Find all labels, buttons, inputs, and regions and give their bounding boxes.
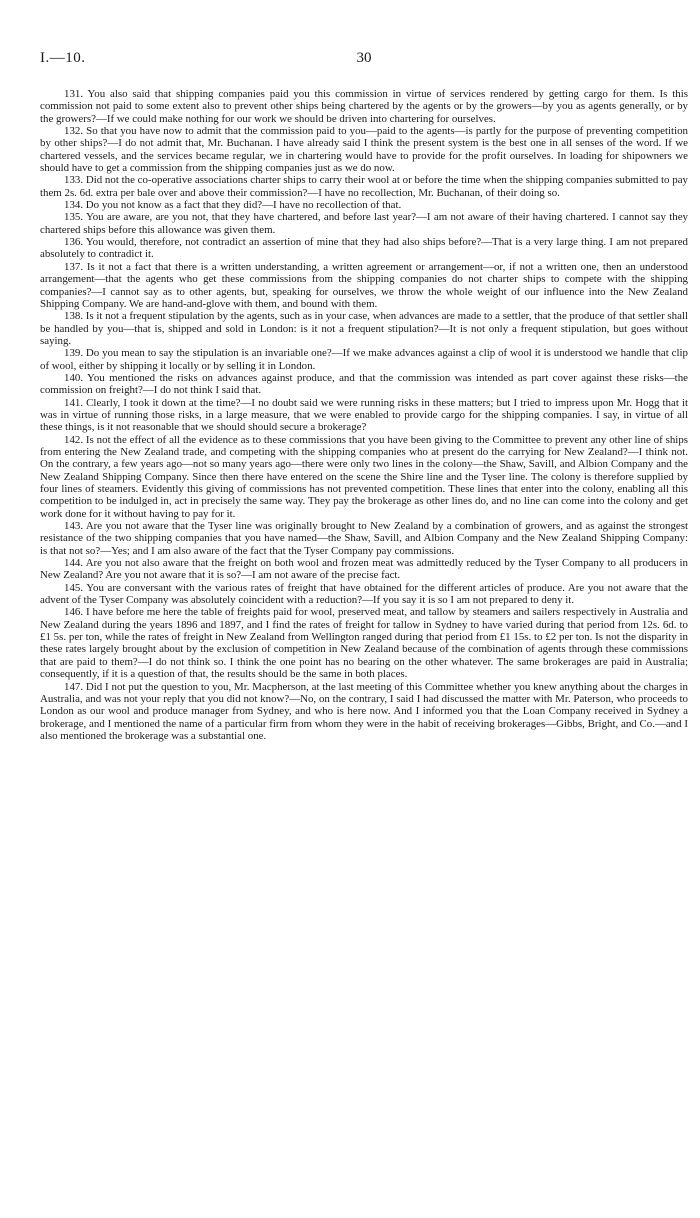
paragraph-145: 145. You are conversant with the various rates of freight that have obtained for the different articles of produce. Are you not aware that the advent of the Tyser Company was absolutely coincident with a reduction?—If you say it is so I am not prepared to deny it. (40, 581, 688, 607)
paragraph-142: 142. Is not the effect of all the evidence as to these commissions that you have been giving to the Committee to prevent any other line of ships from entering the New Zealand trade, and competing with the shipping companies who at present do the carrying for New Zealand?—I think not. On the contrary, a few years ago—not so many years ago—there were only two lines in the colony—the Shaw, Savill, and Albion Company and the New Zealand Shipping Company. Since then there have entered on the scene the Shire line and the Tyser line. The colony is therefore supplied by four lines of steamers. Evidently this giving of commissions has not prevented competition. These lines that enter into the colony, enabling all this competition to be indulged in, act in precisely the same way. They pay the brokerage as other lines do, and no line can come into the colony and get work done for it without having to pay for it. (40, 433, 688, 520)
paragraph-137: 137. Is it not a fact that there is a written understanding, a written agreement or arrangement—or, if not a written one, then an understood arrangement—that the agents who get these commissions from the shipping companies do not charter ships to compete with the shipping companies?—I cannot say as to other agents, but, speaking for ourselves, we throw the whole weight of our influence into the New Zealand Shipping Company. We are hand-and-glove with them, and bound with them. (40, 260, 688, 310)
paragraph-147: 147. Did I not put the question to you, Mr. Macpherson, at the last meeting of this Committee whether you knew anything about the charges in Australia, and was not your reply that you did not know?—No, on the contrary, I said I had discussed the matter with Mr. Paterson, who proceeds to London as our wool and produce manager from Sydney, and who is here now. And I informed you that the Loan Company received in Sydney a brokerage, and I mentioned the name of a particular firm from whom they were in the habit of receiving brokerages—Gibbs, Bright, and Co.—and I also mentioned the brokerage was a substantial one. (40, 680, 688, 742)
paragraph-146: 146. I have before me here the table of freights paid for wool, preserved meat, and tallow by steamers and sailers respectively in Australia and New Zealand during the years 1896 and 1897, and I find the rates of freight for tallow in Sydney to have varied during that period from 12s. 6d. to £1 5s. per ton, while the rates of freight in New Zealand from Wellington ranged during that period from £1 15s. to £2 per ton. Is not the disparity in these rates largely brought about by the exclusion of competition in New Zealand because of the combination of agents through these commissions that are paid to them?—I do not think so. I think the one point has no bearing on the other whatever. The same brokerages are paid in Australia; consequently, if it is a question of that, the results should be the same in both places. (40, 606, 688, 681)
paragraph-140: 140. You mentioned the risks on advances against produce, and that the commission was intended as part cover against these risks—the commission on freight?—I do not think I said that. (40, 371, 688, 397)
paragraph-138: 138. Is it not a frequent stipulation by the agents, such as in your case, when advances are made to a settler, that the produce of that settler shall be handled by you—that is, shipped and sold in London: is it not a frequent stipulation?—It is not only a frequent stipulation, but goes without saying. (40, 310, 688, 347)
document-reference: I.—10. (40, 50, 86, 66)
paragraph-144: 144. Are you not also aware that the freight on both wool and frozen meat was admittedly reduced by the Tyser Company to all producers in New Zealand? Are you not aware that it is so?—I am not aware of the precise fact. (40, 557, 688, 582)
paragraph-136: 136. You would, therefore, not contradict an assertion of mine that they had also ships before?—That is a very large thing. I am not prepared absolutely to contradict it. (40, 236, 688, 261)
page-number: 30 (356, 50, 372, 66)
document-body (40, 88, 688, 742)
page-header (40, 50, 688, 72)
paragraph-143: 143. Are you not aware that the Tyser line was originally brought to New Zealand by a combination of growers, and as against the strongest resistance of the two shipping companies that you have named—the Shaw, Savill, and Albion Company and the New Zealand Shipping Company: is that not so?—Yes; and I am also aware of the fact that the Tyser Company pay commissions. (40, 520, 688, 557)
paragraph-139: 139. Do you mean to say the stipulation is an invariable one?—If we make advances against a clip of wool it is understood we handle that clip of wool, either by shipping it locally or by selling it in London. (40, 347, 688, 372)
paragraph-134: 134. Do you not know as a fact that they did?—I have no recollection of that. (64, 199, 402, 212)
paragraph-132: 132. So that you have now to admit that the commission paid to you—paid to the agents—is partly for the purpose of preventing competition by other ships?—I do not admit that, Mr. Buchanan. I have already said I think the present system is the best one in all senses of the word. If we chartered vessels, and the services became regular, we in chartering would have to provide for the profit ourselves. In loading for shipowners we should have to get a commission from the shipping companies just as we do now. (40, 125, 688, 175)
paragraph-131: 131. You also said that shipping companies paid you this commission in virtue of services rendered by getting cargo for them. Is this commission not paid to some extent also to prevent other ships being chartered by the agents or by the growers—by you as agents generally, or by the growers?—If we could make nothing for our work we should be driven into chartering for ourselves. (40, 88, 688, 125)
paragraph-135: 135. You are aware, are you not, that they have chartered, and before last year?—I am not aware of their having chartered. I cannot say they chartered ships before this allowance was given them. (40, 211, 688, 236)
paragraph-133: 133. Did not the co-operative associations charter ships to carry their wool at or before the time when the shipping companies submitted to pay them 2s. 6d. extra per bale over and above their commission?—I have no recollection, Mr. Buchanan, of their doing so. (40, 174, 688, 199)
paragraph-141: 141. Clearly, I took it down at the time?—I no doubt said we were running risks in these matters; but I tried to impress upon Mr. Hogg that it was in virtue of running those risks, in a large measure, that we were enabled to provide cargo for the shipping companies. I say, in virtue of all these things, is it not reasonable that we should should secure a brokerage? (40, 396, 688, 434)
